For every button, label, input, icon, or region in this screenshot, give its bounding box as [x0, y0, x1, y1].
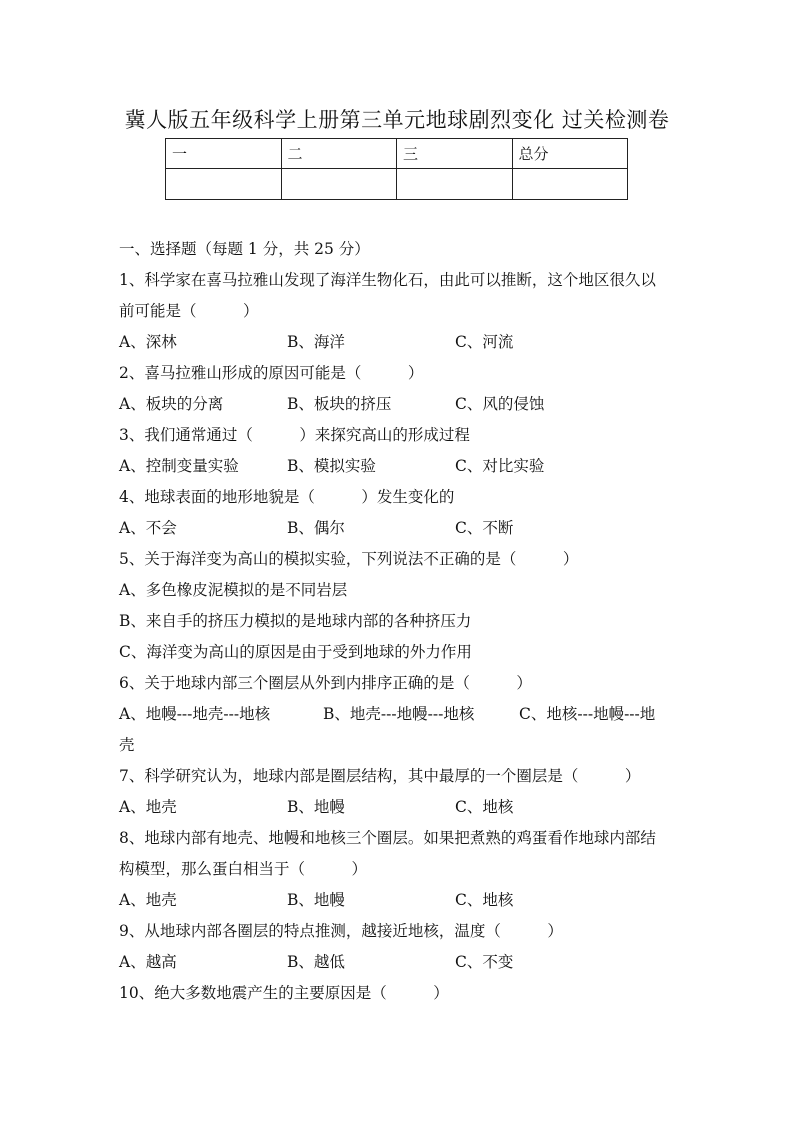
q6-option-a: A、地幔---地壳---地核: [119, 705, 271, 723]
q7-option-c: C、地核: [455, 798, 514, 816]
q3-option-a: A、控制变量实验: [119, 457, 239, 475]
q4-option-a: A、不会: [119, 519, 177, 537]
q2-stem: 2、喜马拉雅山形成的原因可能是（ ）: [119, 364, 424, 382]
q1-options: [119, 327, 685, 358]
q2-option-a: A、板块的分离: [119, 395, 224, 413]
q9-stem: 9、从地球内部各圈层的特点推测，越接近地核，温度（ ）: [119, 922, 563, 940]
score-header-part-3: 三: [397, 139, 513, 169]
q4-options: [119, 513, 685, 544]
score-table-header-row: [166, 139, 628, 169]
q4-option-c: C、不断: [455, 519, 514, 537]
q5-stem: 5、关于海洋变为高山的模拟实验，下列说法不正确的是（ ）: [119, 550, 579, 568]
q10-stem: 10、绝大多数地震产生的主要原因是（ ）: [119, 984, 449, 1002]
q9-option-c: C、不变: [455, 953, 514, 971]
q8-stem-line-1: 8、地球内部有地壳、地幔和地核三个圈层。如果把煮熟的鸡蛋看作地球内部结: [119, 829, 656, 847]
score-table-blank-row: [166, 169, 628, 200]
q1-option-a: A、深林: [119, 333, 177, 351]
q6-option-b: B、地壳---地幔---地核: [323, 705, 475, 723]
q2-option-b: B、板块的挤压: [287, 395, 392, 413]
q7-option-b: B、地幔: [287, 798, 345, 816]
q7-option-a: A、地壳: [119, 798, 177, 816]
score-cell-part-2[interactable]: [281, 169, 397, 200]
score-cell-total[interactable]: [512, 169, 628, 200]
q7-options: [119, 792, 685, 823]
q4-stem: 4、地球表面的地形地貌是（ ）发生变化的: [119, 488, 455, 506]
q1-option-b: B、海洋: [287, 333, 345, 351]
q1-stem-line-2: 前可能是（ ）: [119, 302, 259, 320]
score-cell-part-3[interactable]: [397, 169, 513, 200]
page-title: 冀人版五年级科学上册第三单元地球剧烈变化 过关检测卷: [124, 108, 670, 132]
q1-stem-line-1: 1、科学家在喜马拉雅山发现了海洋生物化石，由此可以推断，这个地区很久以: [119, 271, 656, 289]
q5-option-b: B、来自手的挤压力模拟的是地球内部的各种挤压力: [119, 612, 472, 630]
score-header-total: 总分: [512, 139, 628, 169]
q3-option-b: B、模拟实验: [287, 457, 376, 475]
q2-options: [119, 389, 685, 420]
q9-options: [119, 947, 685, 978]
q6-stem: 6、关于地球内部三个圈层从外到内排序正确的是（ ）: [119, 674, 532, 692]
question-list: [119, 234, 685, 1009]
score-header-part-2: 二: [281, 139, 397, 169]
q4-option-b: B、偶尔: [287, 519, 345, 537]
q6-option-c-continued: 壳: [119, 736, 135, 754]
q8-option-a: A、地壳: [119, 891, 177, 909]
q3-options: [119, 451, 685, 482]
q9-option-a: A、越高: [119, 953, 177, 971]
q8-options: [119, 885, 685, 916]
q6-option-c: C、地核---地幔---地: [519, 705, 656, 723]
score-cell-part-1[interactable]: [166, 169, 282, 200]
score-header-part-1: 一: [166, 139, 282, 169]
q5-option-c: C、海洋变为高山的原因是由于受到地球的外力作用: [119, 643, 472, 661]
section-heading: 一、选择题（每题 1 分，共 25 分）: [119, 240, 370, 258]
q1-option-c: C、河流: [455, 333, 514, 351]
q8-option-b: B、地幔: [287, 891, 345, 909]
q5-option-a: A、多色橡皮泥模拟的是不同岩层: [119, 581, 348, 599]
q3-stem: 3、我们通常通过（ ）来探究高山的形成过程: [119, 426, 470, 444]
q2-option-c: C、风的侵蚀: [455, 395, 545, 413]
q8-stem-line-2: 构模型，那么蛋白相当于（ ）: [119, 860, 368, 878]
q9-option-b: B、越低: [287, 953, 345, 971]
score-table: [165, 138, 628, 200]
q6-options: [119, 699, 685, 730]
q8-option-c: C、地核: [455, 891, 514, 909]
q7-stem: 7、科学研究认为，地球内部是圈层结构，其中最厚的一个圈层是（ ）: [119, 767, 641, 785]
q3-option-c: C、对比实验: [455, 457, 545, 475]
